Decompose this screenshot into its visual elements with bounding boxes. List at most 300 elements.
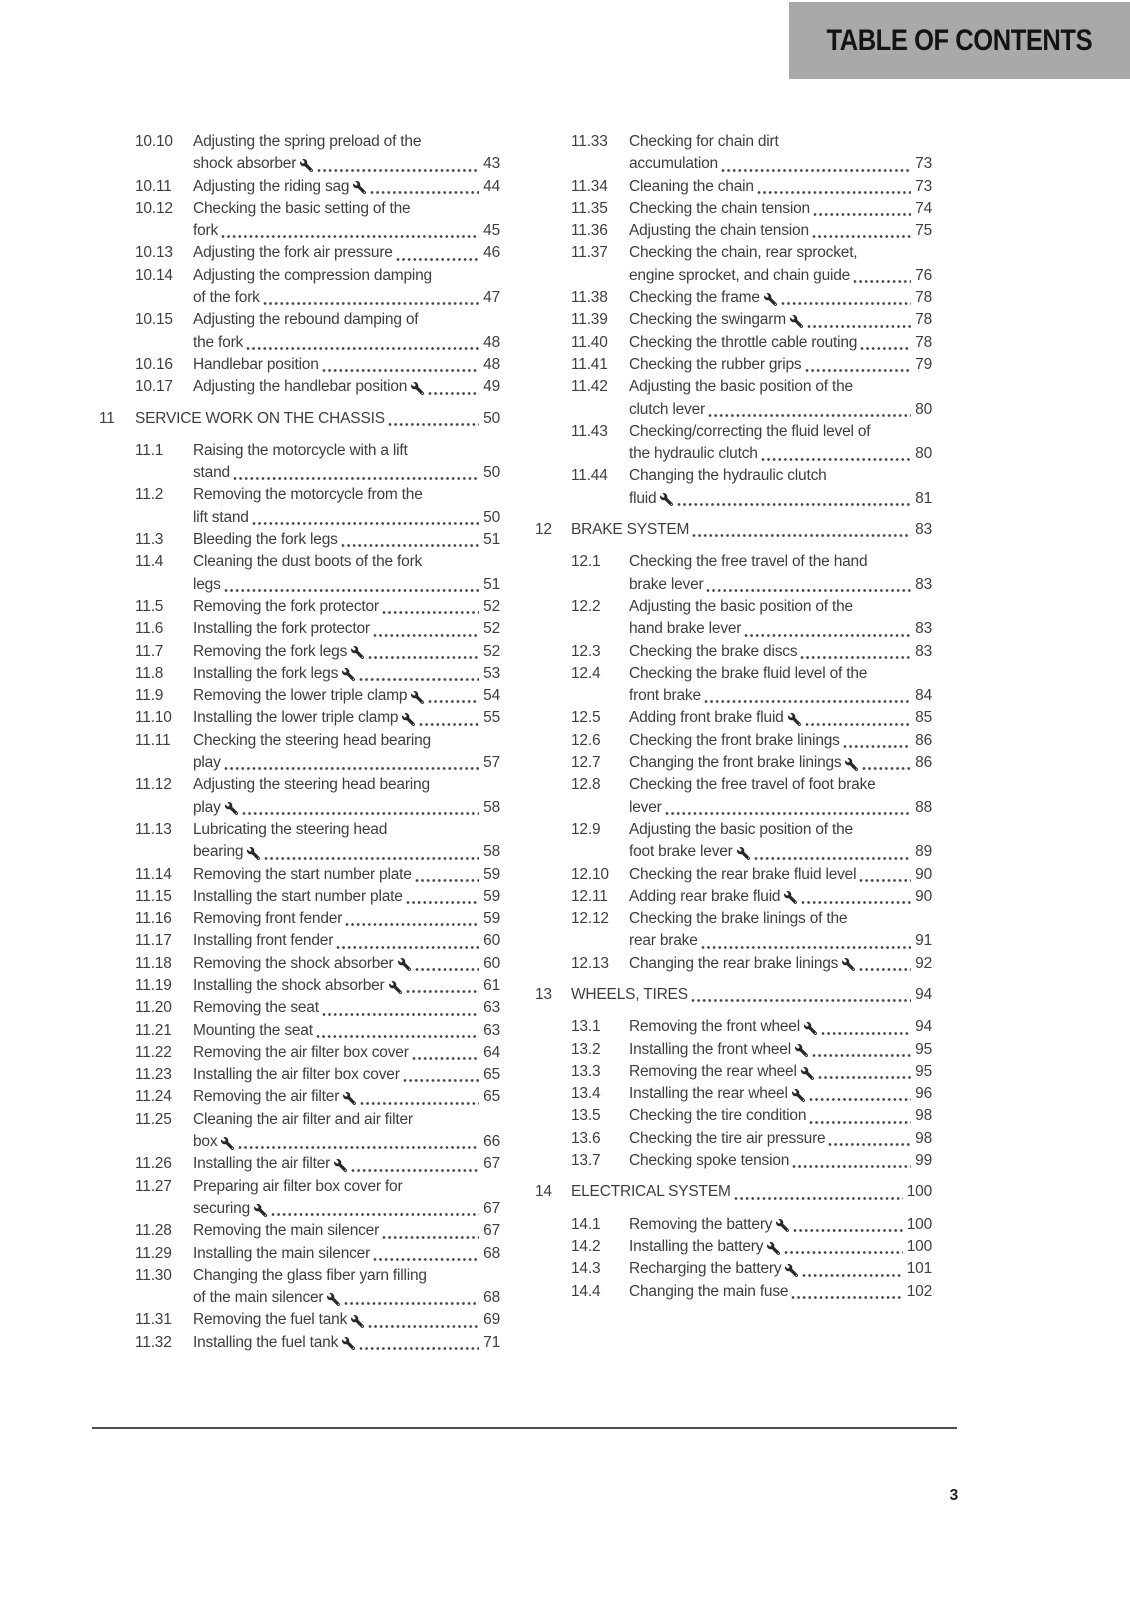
- toc-entry-title: Checking the free travel of the hand: [629, 553, 868, 571]
- toc-entry-page: 94: [915, 1018, 932, 1036]
- toc-entry-line: [193, 1309, 500, 1331]
- toc-entry-row: [99, 265, 500, 310]
- toc-entry-line: [193, 1131, 500, 1153]
- toc-entry-body: [629, 864, 932, 886]
- wrench-icon: [737, 847, 750, 860]
- toc-entry-number: 13.5: [571, 1107, 601, 1125]
- toc-entry-line: [629, 551, 932, 573]
- toc-entry-number: 14.1: [571, 1215, 601, 1233]
- toc-entry-number: 11.4: [135, 553, 164, 571]
- toc-entry-line: [629, 265, 932, 287]
- toc-entry-title: Checking the front brake linings: [629, 731, 840, 749]
- dot-leader: [691, 998, 911, 1003]
- toc-entry-title: Adjusting the fork air pressure: [193, 244, 393, 262]
- toc-entry-row: [99, 1064, 500, 1086]
- dot-leader: [263, 301, 479, 306]
- toc-entry-title: legs: [193, 575, 221, 593]
- toc-entry-title: box: [193, 1133, 218, 1151]
- toc-entry-row: [535, 864, 932, 886]
- toc-entry-page: 100: [906, 1215, 932, 1233]
- toc-entry-line: [629, 730, 932, 752]
- toc-entry-number: 11.34: [571, 177, 608, 195]
- toc-entry-body: [193, 1086, 500, 1108]
- toc-entry-row: [535, 663, 932, 708]
- toc-entry-row: [535, 819, 932, 864]
- toc-entry-row: [535, 376, 932, 421]
- toc-entry-row: [535, 1061, 932, 1083]
- toc-entry-title: Changing the glass fiber yarn filling: [193, 1266, 427, 1284]
- toc-entry-page: 92: [915, 954, 932, 972]
- toc-entry-body: [193, 529, 500, 551]
- toc-entry-line: [629, 421, 932, 443]
- toc-entry-title: Removing the motorcycle from the: [193, 486, 423, 504]
- toc-entry-title: Removing the fork legs: [193, 642, 348, 660]
- dot-leader: [708, 413, 911, 418]
- toc-entry-line: [193, 309, 500, 331]
- toc-entry-row: [535, 287, 932, 309]
- toc-entry-page: 52: [483, 597, 500, 615]
- toc-column-right: [535, 131, 932, 1303]
- toc-entry-title: Adjusting the rebound damping of: [193, 311, 419, 329]
- toc-entry-number: 11.5: [135, 597, 164, 615]
- toc-entry-number: 11.26: [135, 1155, 172, 1173]
- toc-entry-row: [535, 1128, 932, 1150]
- wrench-icon: [764, 293, 777, 306]
- toc-entry-line: [629, 886, 932, 908]
- toc-entry-body: [629, 1281, 932, 1303]
- toc-entry-line: [193, 1265, 500, 1287]
- toc-entry-number: 11.13: [135, 820, 172, 838]
- toc-entry-body: [193, 930, 500, 952]
- toc-entry-title: Installing front fender: [193, 932, 334, 950]
- toc-entry-number: 10.17: [135, 378, 173, 396]
- toc-entry-body: [193, 618, 500, 640]
- toc-entry-body: [629, 596, 932, 641]
- wrench-icon: [221, 1137, 234, 1150]
- toc-entry-body: [193, 265, 500, 310]
- toc-entry-title: Installing the start number plate: [193, 887, 403, 905]
- toc-entry-body: [193, 551, 500, 596]
- toc-entry-body: [629, 242, 932, 287]
- toc-entry-line: [193, 574, 500, 596]
- wrench-icon: [792, 1089, 805, 1102]
- toc-entry-page: 57: [483, 754, 500, 772]
- toc-entry-row: [535, 752, 932, 774]
- toc-entry-body: [193, 774, 500, 819]
- toc-entry-body: [193, 484, 500, 529]
- toc-entry-body: [571, 1181, 932, 1203]
- toc-entry-title: Checking the frame: [629, 289, 760, 307]
- wrench-icon: [342, 1337, 355, 1350]
- toc-entry-body: [193, 908, 500, 930]
- toc-entry-page: 73: [915, 177, 932, 195]
- toc-entry-title: the hydraulic clutch: [629, 445, 758, 463]
- toc-entry-line: [193, 1198, 500, 1220]
- toc-entry-title: Handlebar position: [193, 355, 319, 373]
- toc-entry-number: 12.12: [571, 910, 609, 928]
- toc-entry-body: [193, 1064, 500, 1086]
- toc-entry-page: 59: [483, 887, 500, 905]
- toc-entry-page: 96: [915, 1085, 932, 1103]
- dot-leader: [252, 521, 479, 526]
- dot-leader: [692, 533, 911, 538]
- toc-entry-number: 11.35: [571, 199, 608, 217]
- toc-entry-number: 12.2: [571, 597, 601, 615]
- dot-leader: [351, 1168, 479, 1173]
- toc-entry-line: [193, 376, 500, 398]
- toc-entry-title: Checking the free travel of foot brake: [629, 776, 876, 794]
- toc-entry-number: 11: [99, 409, 115, 427]
- toc-entry-line: [629, 399, 932, 421]
- toc-entry-line: [629, 819, 932, 841]
- dot-leader: [344, 1301, 479, 1306]
- toc-entry-number: 11.10: [135, 709, 172, 727]
- toc-entry-body: [193, 1153, 500, 1175]
- toc-entry-page: 53: [483, 664, 500, 682]
- toc-entry-line: [193, 507, 500, 529]
- dot-leader: [812, 1053, 911, 1058]
- toc-entry-title: Recharging the battery: [629, 1260, 782, 1278]
- toc-entry-number: 11.8: [135, 664, 164, 682]
- dot-leader: [360, 1101, 479, 1106]
- toc-entry-title: rear brake: [629, 932, 698, 950]
- toc-entry-row: [535, 886, 932, 908]
- toc-entry-page: 95: [915, 1062, 932, 1080]
- dot-leader: [809, 1120, 911, 1125]
- toc-entry-title: Installing the lower triple clamp: [193, 709, 399, 727]
- wrench-icon: [389, 981, 402, 994]
- toc-entry-row: [99, 1109, 500, 1154]
- toc-chapter-row: [535, 519, 932, 541]
- toc-entry-page: 48: [483, 333, 500, 351]
- dot-leader: [734, 1196, 903, 1201]
- toc-entry-body: [193, 685, 500, 707]
- toc-entry-row: [535, 198, 932, 220]
- dot-leader: [359, 677, 479, 682]
- toc-entry-title: play: [193, 754, 221, 772]
- toc-entry-page: 75: [915, 222, 932, 240]
- toc-entry-title: ELECTRICAL SYSTEM: [571, 1183, 731, 1201]
- dot-leader: [382, 610, 479, 615]
- toc-entry-body: [193, 131, 500, 176]
- dot-leader: [800, 655, 911, 660]
- dot-leader: [784, 1250, 902, 1255]
- toc-entry-body: [629, 376, 932, 421]
- toc-entry-number: 13: [535, 985, 552, 1003]
- toc-entry-title: Checking/correcting the fluid level of: [629, 422, 871, 440]
- dot-leader: [428, 391, 479, 396]
- toc-entry-row: [99, 1153, 500, 1175]
- toc-entry-number: 11.29: [135, 1244, 172, 1262]
- toc-entry-line: [629, 1214, 932, 1236]
- toc-entry-page: 63: [483, 1021, 500, 1039]
- toc-entry-number: 10.12: [135, 199, 173, 217]
- toc-entry-number: 11.15: [135, 887, 172, 905]
- toc-entry-number: 12.7: [571, 754, 601, 772]
- toc-entry-row: [535, 1105, 932, 1127]
- dot-leader: [415, 878, 479, 883]
- dot-leader: [368, 1324, 479, 1329]
- toc-entry-line: [629, 354, 932, 376]
- toc-entry-title: Checking the brake linings of the: [629, 910, 848, 928]
- toc-entry-row: [99, 1332, 500, 1354]
- toc-entry-line: [193, 153, 500, 175]
- toc-entry-number: 11.3: [135, 531, 164, 549]
- toc-entry-row: [99, 774, 500, 819]
- toc-entry-number: 13.1: [571, 1018, 601, 1036]
- toc-entry-page: 86: [915, 731, 932, 749]
- toc-entry-page: 85: [915, 709, 932, 727]
- dot-leader: [828, 1142, 911, 1147]
- toc-entry-body: [629, 176, 932, 198]
- toc-entry-line: [193, 1332, 500, 1354]
- toc-entry-number: 13.4: [571, 1085, 601, 1103]
- toc-entry-row: [535, 131, 932, 176]
- toc-entry-page: 55: [483, 709, 500, 727]
- toc-entry-title: Checking the brake discs: [629, 642, 798, 660]
- dot-leader: [373, 1257, 479, 1262]
- toc-entry-page: 79: [915, 355, 932, 373]
- toc-entry-body: [193, 376, 500, 398]
- dot-leader: [406, 989, 480, 994]
- toc-entry-title: WHEELS, TIRES: [571, 985, 688, 1003]
- toc-entry-title: Checking the throttle cable routing: [629, 333, 858, 351]
- dot-leader: [802, 1273, 902, 1278]
- toc-entry-title: Installing the fuel tank: [193, 1333, 339, 1351]
- toc-entry-line: [193, 1287, 500, 1309]
- toc-entry-title: Adjusting the basic position of the: [629, 597, 853, 615]
- toc-entry-row: [99, 908, 500, 930]
- toc-entry-row: [535, 1214, 932, 1236]
- dot-leader: [813, 212, 911, 217]
- page-number: 3: [949, 1487, 958, 1504]
- toc-entry-title: Checking the steering head bearing: [193, 731, 431, 749]
- toc-entry-title: Removing the front wheel: [629, 1018, 800, 1036]
- toc-entry-page: 65: [483, 1088, 500, 1106]
- toc-entry-number: 13.7: [571, 1152, 601, 1170]
- wrench-icon: [845, 758, 858, 771]
- toc-entry-body: [629, 774, 932, 819]
- toc-entry-line: [193, 1153, 500, 1175]
- toc-entry-body: [629, 198, 932, 220]
- toc-entry-row: [535, 1039, 932, 1061]
- toc-entry-title: Installing the shock absorber: [193, 976, 385, 994]
- dot-leader: [428, 699, 479, 704]
- toc-entry-line: [193, 551, 500, 573]
- toc-chapter-row: [535, 984, 932, 1006]
- toc-entry-line: [193, 975, 500, 997]
- toc-entry-row: [99, 975, 500, 997]
- toc-entry-line: [193, 797, 500, 819]
- toc-entry-line: [629, 287, 932, 309]
- toc-entry-title: Removing the start number plate: [193, 865, 412, 883]
- toc-entry-body: [629, 131, 932, 176]
- toc-entry-row: [99, 198, 500, 243]
- wrench-icon: [398, 958, 411, 971]
- toc-entry-number: 12.3: [571, 642, 601, 660]
- toc-entry-line: [193, 707, 500, 729]
- toc-entry-body: [629, 1214, 932, 1236]
- toc-entry-page: 48: [483, 355, 500, 373]
- toc-entry-row: [99, 376, 500, 398]
- toc-entry-row: [99, 529, 500, 551]
- dot-leader: [264, 856, 479, 861]
- toc-entry-body: [629, 641, 932, 663]
- toc-entry-row: [535, 465, 932, 510]
- toc-entry-page: 86: [915, 754, 932, 772]
- toc-entry-body: [629, 886, 932, 908]
- toc-entry-line: [193, 131, 500, 153]
- toc-entry-title: Checking the chain, rear sprocket,: [629, 244, 858, 262]
- toc-entry-title: Adjusting the basic position of the: [629, 378, 853, 396]
- toc-entry-line: [193, 220, 500, 242]
- toc-entry-body: [193, 641, 500, 663]
- toc-entry-body: [629, 551, 932, 596]
- toc-entry-title: stand: [193, 464, 230, 482]
- toc-entry-line: [193, 596, 500, 618]
- toc-entry-page: 98: [915, 1107, 932, 1125]
- toc-entry-page: 80: [915, 400, 932, 418]
- toc-entry-page: 83: [915, 642, 932, 660]
- toc-entry-title: shock absorber: [193, 155, 297, 173]
- toc-chapter-row: [99, 408, 500, 430]
- wrench-icon: [334, 1159, 347, 1172]
- wrench-icon: [402, 713, 415, 726]
- toc-entry-line: [629, 707, 932, 729]
- wrench-icon: [411, 691, 424, 704]
- toc-entry-body: [629, 663, 932, 708]
- toc-entry-line: [629, 488, 932, 510]
- toc-entry-line: [193, 663, 500, 685]
- toc-entry-page: 78: [915, 333, 932, 351]
- dot-leader: [322, 1012, 479, 1017]
- page-title: TABLE OF CONTENTS: [826, 23, 1093, 57]
- toc-entry-number: 10.13: [135, 244, 173, 262]
- toc-entry-body: [193, 1332, 500, 1354]
- toc-entry-title: lever: [629, 798, 662, 816]
- toc-entry-row: [535, 1281, 932, 1303]
- toc-entry-line: [629, 1150, 932, 1172]
- toc-entry-line: [629, 641, 932, 663]
- toc-entry-number: 11.28: [135, 1222, 172, 1240]
- toc-entry-body: [193, 354, 500, 376]
- toc-entry-line: [629, 1105, 932, 1127]
- toc-entry-line: [629, 1281, 932, 1303]
- toc-entry-title: Installing the front wheel: [629, 1040, 791, 1058]
- toc-entry-row: [535, 354, 932, 376]
- toc-entry-number: 11.17: [135, 932, 172, 950]
- wrench-icon: [804, 1022, 817, 1035]
- toc-entry-title: foot brake lever: [629, 843, 733, 861]
- toc-entry-line: [629, 332, 932, 354]
- dot-leader: [370, 190, 479, 195]
- toc-entry-page: 102: [906, 1282, 932, 1300]
- toc-entry-title: Removing the main silencer: [193, 1222, 380, 1240]
- toc-entry-page: 67: [483, 1199, 500, 1217]
- toc-entry-title: of the fork: [193, 289, 260, 307]
- toc-entry-number: 11.40: [571, 333, 608, 351]
- toc-entry-title: Removing the fork protector: [193, 597, 379, 615]
- footer-divider-line: [92, 1427, 957, 1429]
- dot-leader: [807, 324, 911, 329]
- toc-entry-line: [193, 287, 500, 309]
- toc-entry-number: 14: [535, 1183, 552, 1201]
- dot-leader: [761, 457, 911, 462]
- toc-entry-page: 68: [483, 1244, 500, 1262]
- toc-entry-row: [99, 176, 500, 198]
- toc-entry-line: [193, 440, 500, 462]
- toc-entry-title: Adjusting the compression damping: [193, 266, 432, 284]
- toc-entry-number: 11.11: [135, 731, 171, 749]
- toc-entry-body: [193, 730, 500, 775]
- toc-entry-title: Adjusting the handlebar position: [193, 378, 408, 396]
- toc-entry-number: 13.3: [571, 1062, 601, 1080]
- dot-leader: [701, 945, 912, 950]
- dot-leader: [859, 967, 911, 972]
- toc-entry-page: 58: [483, 843, 500, 861]
- toc-entry-line: [571, 519, 932, 541]
- toc-entry-page: 100: [906, 1237, 932, 1255]
- toc-entry-row: [99, 819, 500, 864]
- toc-entry-page: 45: [483, 222, 500, 240]
- wrench-icon: [785, 1264, 798, 1277]
- dot-leader: [704, 699, 911, 704]
- toc-entry-row: [535, 309, 932, 331]
- wrench-icon: [767, 1242, 780, 1255]
- toc-entry-title: Adjusting the basic position of the: [629, 820, 853, 838]
- toc-entry-body: [193, 1042, 500, 1064]
- toc-entry-number: 11.23: [135, 1066, 172, 1084]
- toc-entry-row: [535, 707, 932, 729]
- toc-entry-title: securing: [193, 1199, 250, 1217]
- dot-leader: [322, 368, 480, 373]
- toc-entry-line: [629, 309, 932, 331]
- toc-entry-body: [629, 953, 932, 975]
- dot-leader: [744, 633, 911, 638]
- toc-entry-line: [193, 1042, 500, 1064]
- toc-entry-row: [99, 663, 500, 685]
- toc-entry-row: [535, 1258, 932, 1280]
- toc-entry-title: Checking the basic setting of the: [193, 199, 411, 217]
- toc-entry-title: Installing the fork protector: [193, 620, 370, 638]
- toc-entry-page: 66: [483, 1133, 500, 1151]
- toc-entry-number: 11.27: [135, 1177, 172, 1195]
- toc-entry-number: 10.10: [135, 133, 173, 150]
- dot-leader: [721, 168, 911, 173]
- toc-entry-page: 54: [483, 687, 500, 705]
- wrench-icon: [351, 1315, 364, 1328]
- toc-entry-title: Installing the air filter box cover: [193, 1066, 400, 1084]
- toc-entry-title: Cleaning the air filter and air filter: [193, 1110, 413, 1128]
- toc-entry-number: 11.1: [135, 441, 164, 459]
- toc-entry-page: 47: [483, 289, 500, 307]
- toc-entry-row: [99, 1309, 500, 1331]
- toc-entry-row: [535, 1016, 932, 1038]
- toc-entry-line: [193, 1020, 500, 1042]
- toc-entry-title: Adjusting the chain tension: [629, 222, 809, 240]
- toc-entry-title: Raising the motorcycle with a lift: [193, 441, 408, 459]
- toc-entry-body: [629, 1083, 932, 1105]
- toc-entry-page: 80: [915, 445, 932, 463]
- toc-entry-body: [629, 908, 932, 953]
- toc-entry-title: Preparing air filter box cover for: [193, 1177, 403, 1195]
- toc-entry-line: [629, 1061, 932, 1083]
- toc-entry-line: [629, 618, 932, 640]
- toc-entry-title: brake lever: [629, 575, 704, 593]
- toc-entry-row: [535, 332, 932, 354]
- dot-leader: [818, 1075, 911, 1080]
- toc-entry-title: Removing the air filter: [193, 1088, 340, 1106]
